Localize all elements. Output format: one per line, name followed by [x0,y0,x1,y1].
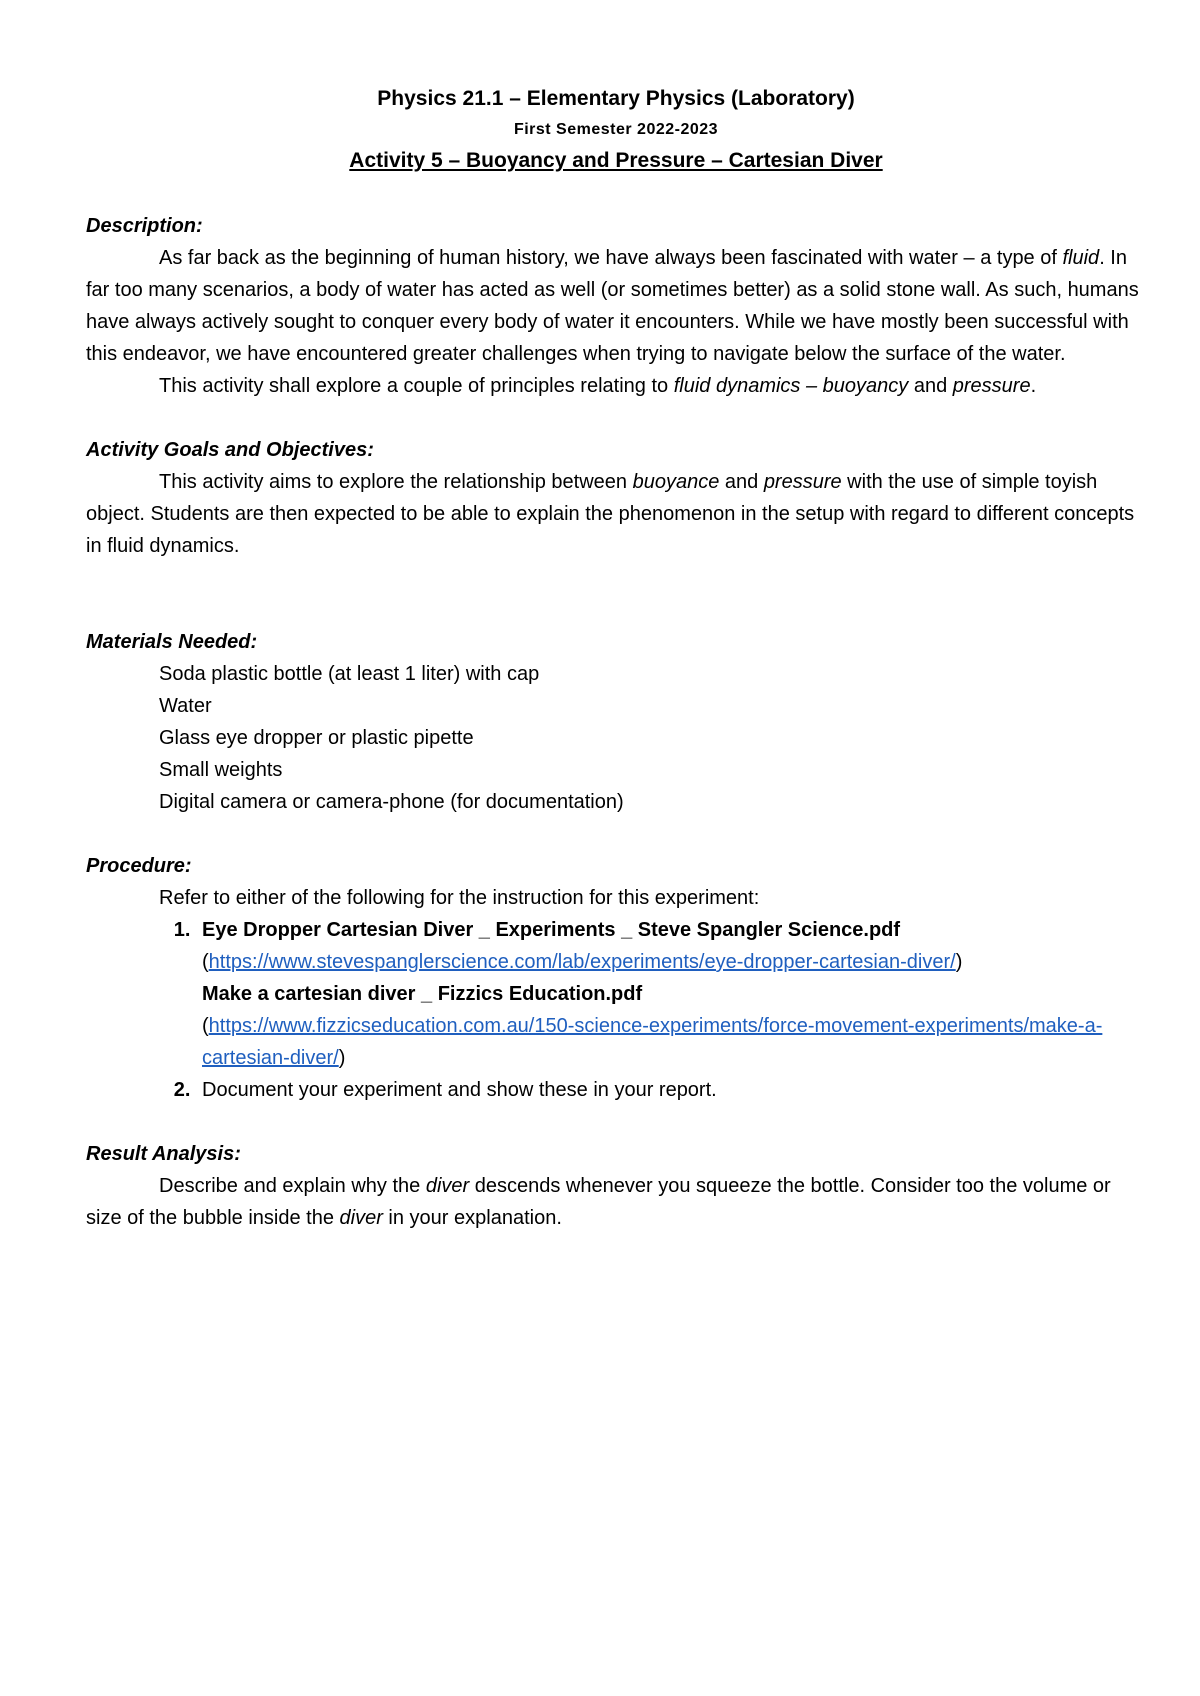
reference-1-url-line: (https://www.stevespanglerscience.com/lab/experiments/eye-dropper-cartesian-diver/) [202,951,963,973]
goals-heading: Activity Goals and Objectives: [86,439,374,461]
list-item: Water [159,695,212,717]
analysis-paragraph: Describe and explain why the diver descends whenever you squeeze the bottle. Consider too the volume or size of the bubble inside the diver in your explanation. [86,1175,1111,1229]
procedure-steps [86,914,1146,1106]
analysis-heading: Result Analysis: [86,1143,241,1165]
reference-2-link[interactable]: https://www.fizzicseducation.com.au/150-science-experiments/force-movement-experiments/make-a-cartesian-diver/ [202,1015,1103,1069]
materials-list [86,658,1146,818]
list-item: Soda plastic bottle (at least 1 liter) with cap [159,663,540,685]
list-item: Small weights [159,759,283,781]
procedure-step-1 [196,914,1146,1074]
reference-2-title: Make a cartesian diver _ Fizzics Education.pdf [202,983,643,1005]
list-item: Glass eye dropper or plastic pipette [159,727,474,749]
description-heading: Description: [86,215,203,237]
procedure-step-2: 2. Document your experiment and show these in your report. [196,1074,1146,1106]
description-paragraph-1: As far back as the beginning of human history, we have always been fascinated with water – a type of fluid. In far too many scenarios, a body of water has acted as well (or sometimes better) as a solid stone wall. As such, humans have always actively sought to conquer every body of water it encounters. While we have mostly been successful with this endeavor, we have encountered greater challenges when trying to navigate below the surface of the water. [86,247,1139,365]
description-paragraph-2: This activity shall explore a couple of principles relating to fluid dynamics – buoyancy and pressure. [159,375,1037,397]
procedure-intro: Refer to either of the following for the instruction for this experiment: [159,887,760,909]
materials-heading: Materials Needed: [86,631,258,653]
reference-1-link[interactable]: https://www.stevespanglerscience.com/lab/experiments/eye-dropper-cartesian-diver/ [208,951,956,973]
activity-title: Activity 5 – Buoyancy and Pressure – Cartesian Diver [349,149,883,172]
document-body [86,82,1146,1234]
reference-1-title: 1. Eye Dropper Cartesian Diver _ Experiments _ Steve Spangler Science.pdf [202,919,901,941]
semester-label: First Semester 2022-2023 [513,121,719,138]
list-item: Digital camera or camera-phone (for documentation) [159,791,624,813]
procedure-heading: Procedure: [86,855,192,877]
course-title: Physics 21.1 – Elementary Physics (Laboratory) [377,87,855,110]
reference-2-url-line: (https://www.fizzicseducation.com.au/150-science-experiments/force-movement-experiments/make-a-cartesian-diver/) [202,1015,1103,1069]
goals-paragraph: This activity aims to explore the relationship between buoyance and pressure with the use of simple toyish object. Students are then expected to be able to explain the phenomenon in the setup with regard to different concepts in fluid dynamics. [86,471,1135,557]
